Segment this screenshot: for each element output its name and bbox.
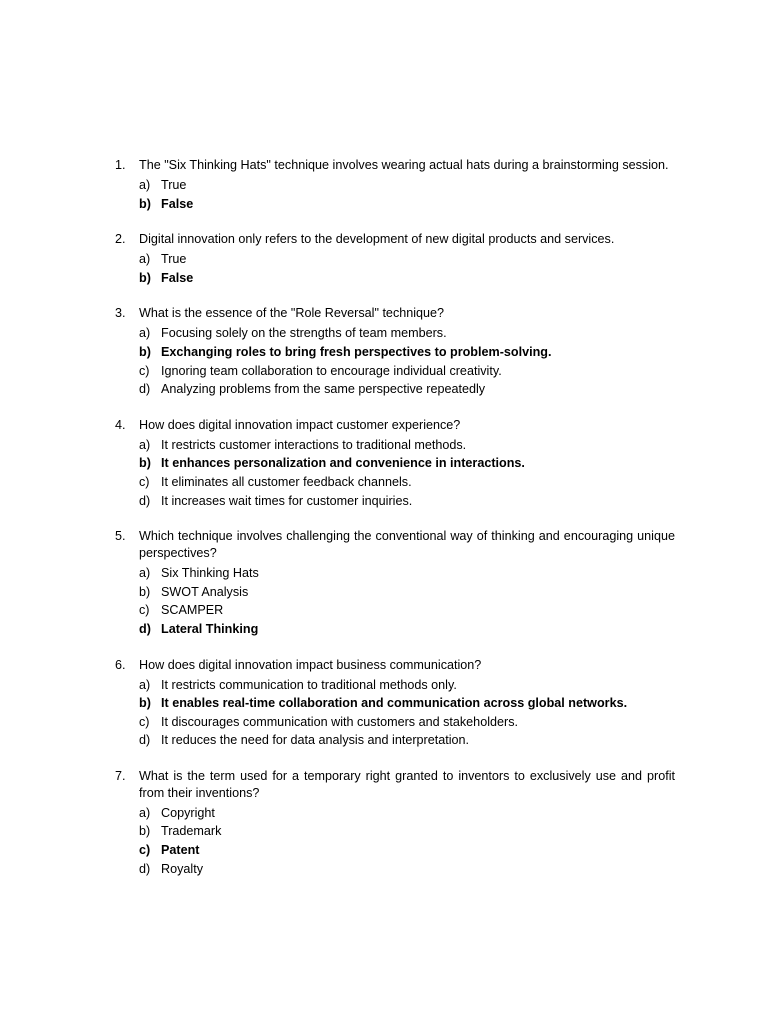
question-line	[115, 417, 675, 434]
option-list	[139, 564, 675, 638]
option-letter: d)	[139, 733, 151, 748]
option-text: False	[161, 196, 194, 211]
question-text: What is the essence of the "Role Reversal" technique?	[139, 306, 445, 321]
option-text: True	[161, 252, 187, 267]
question-line	[115, 231, 675, 248]
question-line	[115, 768, 675, 802]
answer-option	[139, 176, 675, 195]
question-number: 3.	[115, 306, 126, 321]
answer-option	[139, 436, 675, 455]
option-list	[139, 676, 675, 750]
option-letter: c)	[139, 843, 151, 858]
option-text: It enhances personalization and convenience in interactions.	[161, 456, 525, 471]
option-letter: b)	[139, 824, 151, 839]
option-letter: d)	[139, 493, 151, 508]
option-text: Trademark	[161, 824, 222, 839]
option-list	[139, 324, 675, 398]
option-letter: a)	[139, 805, 151, 820]
question-list	[115, 157, 675, 896]
answer-option	[139, 676, 675, 695]
option-text: It discourages communication with customers and stakeholders.	[161, 714, 518, 729]
question-number: 1.	[115, 158, 126, 172]
option-letter: c)	[139, 714, 150, 729]
option-text: True	[161, 178, 187, 192]
answer-option-correct	[139, 841, 675, 860]
question-line	[115, 157, 675, 174]
option-list	[139, 250, 675, 287]
answer-option-correct	[139, 269, 675, 288]
answer-option-correct	[139, 694, 675, 713]
question-number: 6.	[115, 657, 126, 672]
option-letter: d)	[139, 861, 151, 876]
option-list	[139, 804, 675, 878]
answer-option	[139, 804, 675, 823]
option-letter: a)	[139, 677, 151, 692]
option-list	[139, 176, 675, 213]
question-text: Which technique involves challenging the conventional way of thinking and encouraging unique perspectives?	[139, 529, 675, 561]
answer-option	[139, 380, 675, 399]
option-letter: b)	[139, 696, 151, 711]
option-letter: b)	[139, 196, 151, 211]
option-letter: d)	[139, 382, 151, 397]
answer-option-correct	[139, 620, 675, 639]
option-text: It enables real-time collaboration and communication across global networks.	[161, 696, 628, 711]
answer-option	[139, 362, 675, 381]
option-letter: c)	[139, 603, 150, 618]
question-item	[115, 528, 675, 638]
option-text: False	[161, 270, 194, 285]
question-line	[115, 305, 675, 322]
question-number: 5.	[115, 529, 126, 544]
answer-option	[139, 250, 675, 269]
answer-option	[139, 492, 675, 511]
answer-option	[139, 324, 675, 343]
answer-option-correct	[139, 454, 675, 473]
option-text: Focusing solely on the strengths of team members.	[161, 326, 447, 341]
option-letter: b)	[139, 456, 151, 471]
question-item	[115, 417, 675, 510]
option-letter: a)	[139, 178, 151, 192]
question-number: 2.	[115, 232, 126, 247]
question-item	[115, 231, 675, 287]
answer-option	[139, 822, 675, 841]
answer-option	[139, 564, 675, 583]
option-letter: b)	[139, 344, 151, 359]
option-letter: a)	[139, 252, 151, 267]
option-text: Lateral Thinking	[161, 621, 259, 636]
question-line	[115, 657, 675, 674]
option-letter: c)	[139, 474, 150, 489]
option-text: SWOT Analysis	[161, 584, 249, 599]
option-text: It eliminates all customer feedback channels.	[161, 474, 412, 489]
option-text: It reduces the need for data analysis and interpretation.	[161, 733, 470, 748]
option-list	[139, 436, 675, 510]
answer-option	[139, 473, 675, 492]
answer-option	[139, 583, 675, 602]
option-text: It increases wait times for customer inquiries.	[161, 493, 413, 508]
option-text: SCAMPER	[161, 603, 224, 618]
answer-option	[139, 713, 675, 732]
question-item	[115, 157, 675, 213]
option-text: Royalty	[161, 861, 203, 876]
question-text: How does digital innovation impact customer experience?	[139, 417, 461, 432]
answer-option-correct	[139, 195, 675, 214]
question-item	[115, 657, 675, 750]
option-letter: b)	[139, 270, 151, 285]
question-number: 4.	[115, 417, 126, 432]
answer-option-correct	[139, 343, 675, 362]
question-line	[115, 528, 675, 562]
option-text: Ignoring team collaboration to encourage individual creativity.	[161, 363, 502, 378]
option-text: Analyzing problems from the same perspective repeatedly	[161, 382, 486, 397]
option-letter: a)	[139, 326, 151, 341]
answer-option	[139, 601, 675, 620]
option-letter: b)	[139, 584, 151, 599]
option-text: Copyright	[161, 805, 215, 820]
question-text: Digital innovation only refers to the development of new digital products and services.	[139, 232, 615, 247]
answer-option	[139, 731, 675, 750]
option-letter: a)	[139, 566, 151, 581]
option-letter: c)	[139, 363, 150, 378]
question-text: What is the term used for a temporary right granted to inventors to exclusively use and profit from their inventions?	[139, 768, 675, 800]
option-letter: a)	[139, 437, 151, 452]
answer-option	[139, 860, 675, 879]
option-text: It restricts customer interactions to traditional methods.	[161, 437, 467, 452]
option-letter: d)	[139, 621, 151, 636]
option-text: Exchanging roles to bring fresh perspectives to problem-solving.	[161, 344, 552, 359]
option-text: Patent	[161, 843, 200, 858]
question-text: The "Six Thinking Hats" technique involves wearing actual hats during a brainstorming session.	[139, 158, 669, 172]
question-item	[115, 768, 675, 878]
question-text: How does digital innovation impact business communication?	[139, 657, 482, 672]
question-number: 7.	[115, 768, 126, 783]
question-item	[115, 305, 675, 398]
option-text: It restricts communication to traditional methods only.	[161, 677, 457, 692]
option-text: Six Thinking Hats	[161, 566, 259, 581]
